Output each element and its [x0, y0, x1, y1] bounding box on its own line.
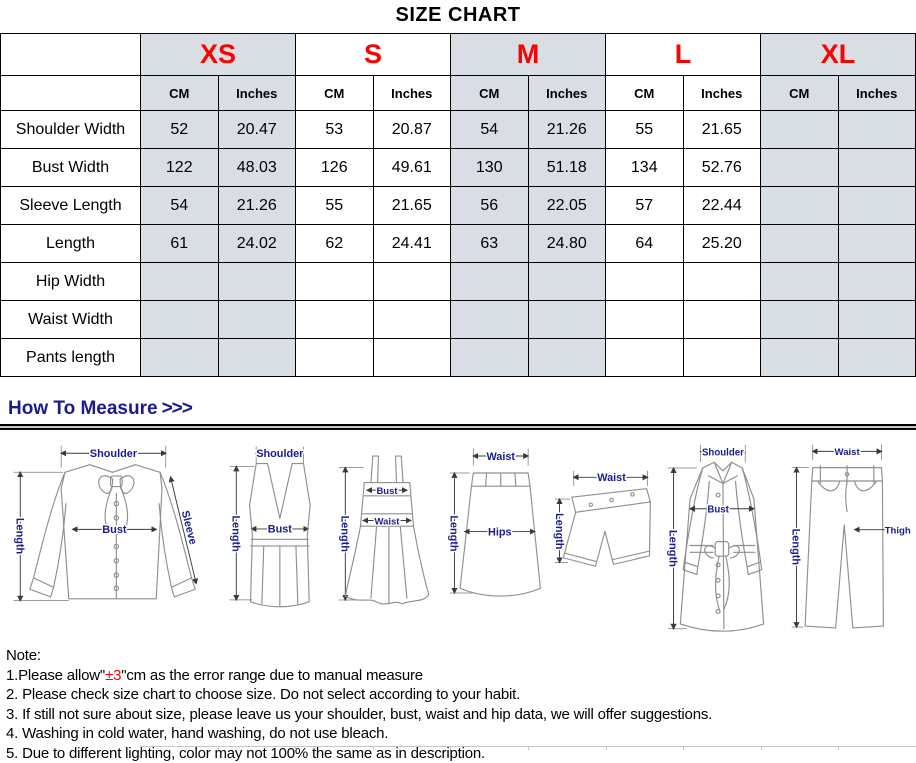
size-header-l: L: [606, 34, 761, 76]
size-header-xs: XS: [141, 34, 296, 76]
table-cell: [683, 301, 761, 339]
table-cell: 20.87: [373, 111, 451, 149]
table-cell: [373, 339, 451, 377]
measure-label: Length: [13, 518, 25, 554]
chevrons-icon: >>>: [162, 398, 192, 419]
row-label: Pants length: [1, 339, 141, 377]
measure-label: Waist: [486, 451, 515, 463]
unit-header: CM: [141, 76, 219, 111]
measure-label: Length: [552, 513, 564, 549]
measure-label: Thigh: [885, 525, 911, 536]
table-cell: 21.26: [218, 187, 296, 225]
measure-label: Length: [448, 515, 460, 551]
table-cell: [683, 263, 761, 301]
measure-label: Shoulder: [90, 448, 138, 460]
table-cell: [761, 301, 839, 339]
table-cell: [451, 339, 529, 377]
table-cell: [141, 339, 219, 377]
note-item-5: 5. Due to different lighting, color may not 100% the same as in description.: [6, 744, 916, 763]
table-row: [1, 149, 916, 187]
table-cell: [838, 263, 916, 301]
row-label: Bust Width: [1, 149, 141, 187]
table-cell: 24.80: [528, 225, 606, 263]
table-cell: [373, 263, 451, 301]
measure-label: Waist: [375, 516, 401, 527]
table-corner-cell-2: [1, 76, 141, 111]
table-cell: [761, 263, 839, 301]
table-cell: 51.18: [528, 149, 606, 187]
table-cell: 56: [451, 187, 529, 225]
table-cell: [218, 339, 296, 377]
row-label: Hip Width: [1, 263, 141, 301]
table-cell: [761, 149, 839, 187]
measure-label: Waist: [597, 472, 626, 484]
table-cell: [761, 111, 839, 149]
unit-header: Inches: [218, 76, 296, 111]
strap-dress-diagram: [333, 439, 441, 625]
table-cell: [838, 301, 916, 339]
table-row: [1, 263, 916, 301]
how-to-measure-heading: How To Measure >>>: [8, 398, 916, 420]
table-cell: [838, 111, 916, 149]
table-row: [1, 111, 916, 149]
table-cell: [838, 187, 916, 225]
measure-label: Sleeve: [179, 509, 199, 545]
table-cell: [761, 187, 839, 225]
blouse-diagram: [6, 439, 220, 625]
measure-label: Bust: [377, 486, 399, 497]
row-label: Waist Width: [1, 301, 141, 339]
table-cell: [218, 301, 296, 339]
table-cell: 49.61: [373, 149, 451, 187]
table-cell: [296, 301, 374, 339]
table-cell: [141, 263, 219, 301]
table-cell: 52: [141, 111, 219, 149]
unit-header: Inches: [838, 76, 916, 111]
table-cell: 24.02: [218, 225, 296, 263]
measure-label: Bust: [267, 524, 292, 536]
table-cell: 126: [296, 149, 374, 187]
table-cell: 61: [141, 225, 219, 263]
row-label: Shoulder Width: [1, 111, 141, 149]
row-label: Sleeve Length: [1, 187, 141, 225]
note-item-1: 1.Please allow"±3"cm as the error range due to manual measure: [6, 666, 916, 686]
unit-header: CM: [606, 76, 684, 111]
shorts-diagram: [551, 465, 657, 609]
table-cell: 24.41: [373, 225, 451, 263]
measure-diagrams: [0, 430, 916, 639]
unit-header: Inches: [528, 76, 606, 111]
table-cell: 122: [141, 149, 219, 187]
table-corner-cell: [1, 34, 141, 76]
table-cell: 55: [606, 111, 684, 149]
table-row: [1, 301, 916, 339]
table-cell: [141, 301, 219, 339]
note-item-3: 3. If still not sure about size, please leave us your shoulder, bust, waist and hip data, we will offer suggestions.: [6, 705, 916, 725]
table-cell: 22.44: [683, 187, 761, 225]
table-cell: 64: [606, 225, 684, 263]
table-cell: 21.65: [373, 187, 451, 225]
table-row: [1, 225, 916, 263]
unit-header: CM: [451, 76, 529, 111]
measure-label: Waist: [834, 447, 860, 458]
table-cell: 54: [141, 187, 219, 225]
note-item-4: 4. Washing in cold water, hand washing, do not use bleach.: [6, 724, 916, 744]
table-cell: [838, 339, 916, 377]
table-cell: [606, 263, 684, 301]
size-header-row: [1, 34, 916, 76]
note-item-2: 2. Please check size chart to choose size. Do not select according to your habit.: [6, 685, 916, 705]
table-cell: 134: [606, 149, 684, 187]
table-cell: [296, 339, 374, 377]
size-header-s: S: [296, 34, 451, 76]
table-cell: 52.76: [683, 149, 761, 187]
table-cell: [606, 339, 684, 377]
measure-label: Hips: [488, 526, 512, 538]
measure-label: Bust: [102, 524, 127, 536]
table-cell: 22.05: [528, 187, 606, 225]
table-cell: 130: [451, 149, 529, 187]
table-cell: [373, 301, 451, 339]
table-row: [1, 187, 916, 225]
table-cell: 55: [296, 187, 374, 225]
measure-label: Length: [667, 530, 679, 567]
table-cell: [761, 225, 839, 263]
measure-label: Shoulder: [256, 448, 304, 460]
table-cell: 20.47: [218, 111, 296, 149]
unit-header: Inches: [683, 76, 761, 111]
table-cell: 53: [296, 111, 374, 149]
table-cell: [606, 301, 684, 339]
size-header-xl: XL: [761, 34, 916, 76]
table-cell: 21.65: [683, 111, 761, 149]
unit-header: CM: [296, 76, 374, 111]
skirt-diagram: [445, 439, 547, 624]
shorts-diagram-wrap: [551, 465, 657, 609]
size-header-m: M: [451, 34, 606, 76]
table-cell: [296, 263, 374, 301]
unit-header-row: [1, 76, 916, 111]
notes-heading: Note:: [6, 646, 916, 666]
table-cell: 62: [296, 225, 374, 263]
table-cell: 54: [451, 111, 529, 149]
table-cell: [838, 149, 916, 187]
table-cell: [451, 263, 529, 301]
table-cell: 25.20: [683, 225, 761, 263]
unit-header: CM: [761, 76, 839, 111]
table-cell: [683, 339, 761, 377]
tolerance-value: ±3: [105, 667, 121, 684]
measure-label: Shoulder: [702, 447, 744, 458]
table-cell: 63: [451, 225, 529, 263]
size-chart-table: [0, 33, 916, 377]
measure-label: Length: [339, 516, 351, 552]
cropped-table-edge: [140, 746, 916, 750]
table-cell: [528, 301, 606, 339]
measure-label: Length: [790, 529, 802, 566]
measure-label: Length: [229, 516, 241, 552]
table-cell: [218, 263, 296, 301]
pants-diagram: [786, 439, 912, 635]
table-cell: 21.26: [528, 111, 606, 149]
measure-label: Bust: [708, 505, 730, 516]
coat-diagram: [660, 439, 782, 637]
table-cell: 48.03: [218, 149, 296, 187]
table-cell: 57: [606, 187, 684, 225]
row-label: Length: [1, 225, 141, 263]
table-cell: [528, 263, 606, 301]
table-cell: [838, 225, 916, 263]
table-row: [1, 339, 916, 377]
table-cell: [761, 339, 839, 377]
unit-header: Inches: [373, 76, 451, 111]
page-title: SIZE CHART: [0, 0, 916, 33]
table-cell: [451, 301, 529, 339]
tank-top-diagram: [224, 439, 330, 625]
table-cell: [528, 339, 606, 377]
